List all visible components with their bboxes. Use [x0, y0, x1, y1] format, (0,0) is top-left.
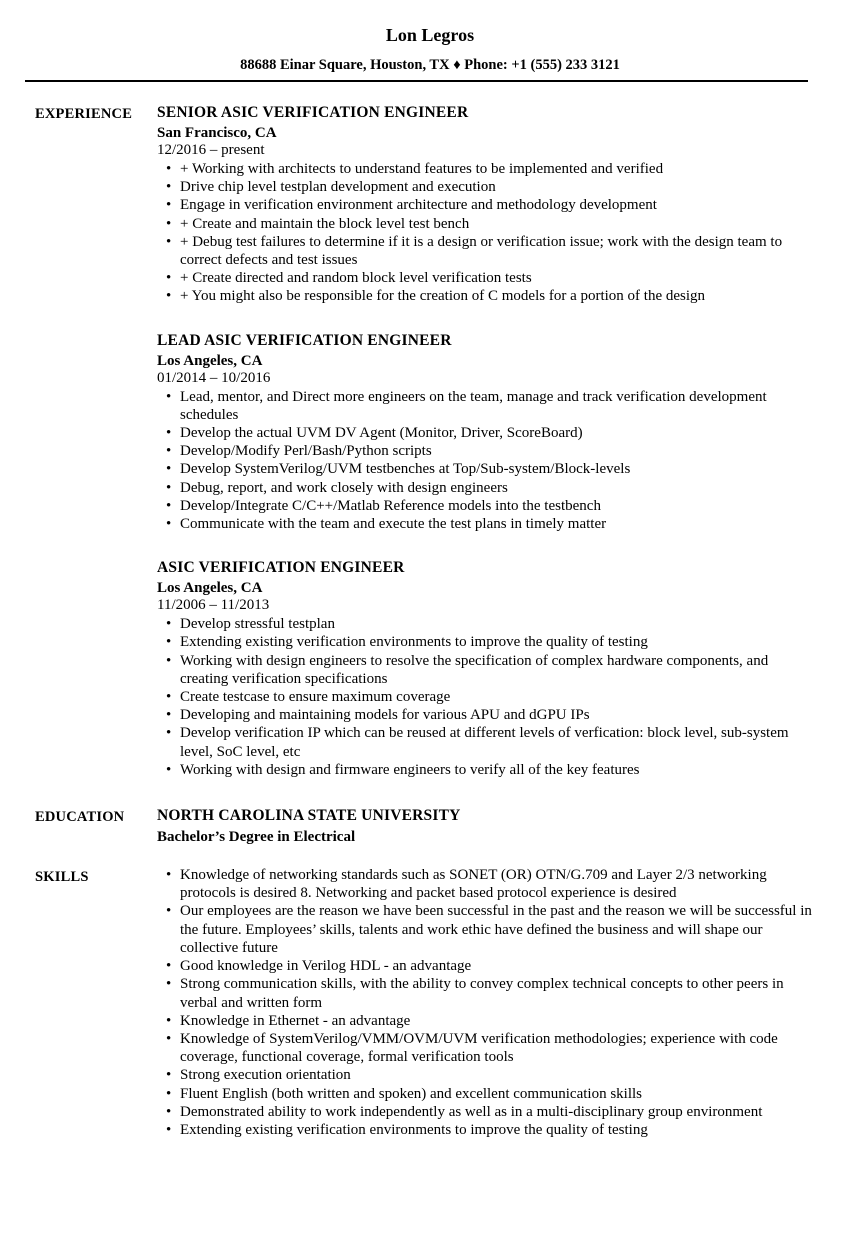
- job-title: SENIOR ASIC VERIFICATION ENGINEER: [157, 104, 469, 121]
- bullet-item: • Knowledge in Ethernet - an advantage: [157, 1012, 813, 1030]
- bullet-item: • Develop the actual UVM DV Agent (Monitor, Driver, ScoreBoard): [157, 424, 813, 442]
- bullet-item: • Develop/Integrate C/C++/Matlab Reference models into the testbench: [157, 497, 813, 515]
- job-bullet-list: [157, 388, 813, 534]
- section-label-education: EDUCATION: [35, 809, 125, 826]
- bullet-item: • Drive chip level testplan development and execution: [157, 178, 813, 196]
- bullet-item: • Debug, report, and work closely with design engineers: [157, 479, 813, 497]
- bullet-item: • + You might also be responsible for the creation of C models for a portion of the design: [157, 287, 813, 305]
- bullet-item: • Extending existing verification environments to improve the quality of testing: [157, 633, 813, 651]
- bullet-item: • Create testcase to ensure maximum coverage: [157, 688, 813, 706]
- bullet-item: • Strong execution orientation: [157, 1066, 813, 1084]
- section-label-experience: EXPERIENCE: [35, 106, 133, 122]
- bullet-item: • Working with design and firmware engineers to verify all of the key features: [157, 761, 813, 779]
- contact-line: [0, 57, 860, 73]
- bullet-item: • Engage in verification environment architecture and methodology development: [157, 196, 813, 214]
- job-dates: 01/2014 – 10/2016: [157, 369, 271, 386]
- education-degree: Bachelor’s Degree in Electrical: [157, 829, 356, 846]
- job-bullet-list: [157, 615, 813, 779]
- job-location: San Francisco, CA: [157, 125, 277, 141]
- skills-content: [157, 866, 813, 1139]
- bullet-item: • Lead, mentor, and Direct more engineers on the team, manage and track verification development schedules: [157, 388, 813, 424]
- job-title: LEAD ASIC VERIFICATION ENGINEER: [157, 331, 452, 349]
- contact-address: 88688 Einar Square, Houston, TX: [240, 57, 450, 73]
- diamond-icon: ♦: [453, 57, 461, 73]
- bullet-item: • + Working with architects to understand features to be implemented and verified: [157, 160, 813, 178]
- bullet-item: • + Debug test failures to determine if it is a design or verification issue; work with the design team to correct defects and test issues: [157, 233, 813, 269]
- education-content: [157, 806, 813, 847]
- education-section: [0, 806, 860, 847]
- bullet-item: • Develop verification IP which can be reused at different levels of verfication: block level, sub-system level, SoC level, etc: [157, 724, 813, 760]
- bullet-item: • Communicate with the team and execute the test plans in timely matter: [157, 515, 813, 533]
- candidate-name: Lon Legros: [385, 25, 475, 45]
- job-location: Los Angeles, CA: [157, 580, 263, 597]
- bullet-item: • Developing and maintaining models for various APU and dGPU IPs: [157, 706, 813, 724]
- contact-phone: Phone: +1 (555) 233 3121: [464, 57, 620, 73]
- job-bullet-list: [157, 160, 813, 306]
- bullet-item: • Strong communication skills, with the ability to convey complex technical concepts to other peers in verbal and written form: [157, 975, 813, 1011]
- education-school: NORTH CAROLINA STATE UNIVERSITY: [157, 807, 461, 825]
- bullet-item: • Our employees are the reason we have been successful in the past and the reason we will be successful in the future. Employees’ skills, talents and work ethic have defined the business and will shape our collective future: [157, 902, 813, 957]
- job-location: Los Angeles, CA: [157, 352, 263, 369]
- bullet-item: • Develop SystemVerilog/UVM testbenches at Top/Sub-system/Block-levels: [157, 460, 813, 478]
- job-title: ASIC VERIFICATION ENGINEER: [157, 559, 405, 577]
- bullet-item: • Develop/Modify Perl/Bash/Python scripts: [157, 442, 813, 460]
- resume-header: [0, 0, 860, 82]
- experience-section: [0, 103, 860, 779]
- skills-bullet-list: [157, 866, 813, 1139]
- job-dates: 11/2006 – 11/2013: [157, 597, 270, 614]
- job-entry: [157, 331, 813, 534]
- job-entry: [157, 558, 813, 779]
- resume-body: [0, 82, 860, 1139]
- bullet-item: • Fluent English (both written and spoken) and excellent communication skills: [157, 1085, 813, 1103]
- job-entry: [157, 103, 813, 306]
- bullet-item: • Knowledge of networking standards such as SONET (OR) OTN/G.709 and Layer 2/3 networking protocols is desired 8. Networking and packet based protocol experience is desired: [157, 866, 813, 902]
- skills-section: [0, 866, 860, 1139]
- bullet-item: • Extending existing verification environments to improve the quality of testing: [157, 1121, 813, 1139]
- bullet-item: • + Create and maintain the block level test bench: [157, 215, 813, 233]
- job-dates: 12/2016 – present: [157, 142, 265, 158]
- bullet-item: • Knowledge of SystemVerilog/VMM/OVM/UVM verification methodologies; experience with code coverage, functional coverage, formal verification tools: [157, 1030, 813, 1066]
- bullet-item: • + Create directed and random block level verification tests: [157, 269, 813, 287]
- bullet-item: • Demonstrated ability to work independently as well as in a multi-disciplinary group environment: [157, 1103, 813, 1121]
- section-label-skills: SKILLS: [35, 869, 89, 886]
- bullet-item: • Working with design engineers to resolve the specification of complex hardware components, and creating verification specifications: [157, 652, 813, 688]
- bullet-item: • Develop stressful testplan: [157, 615, 813, 633]
- bullet-item: • Good knowledge in Verilog HDL - an advantage: [157, 957, 813, 975]
- experience-content: [157, 103, 813, 779]
